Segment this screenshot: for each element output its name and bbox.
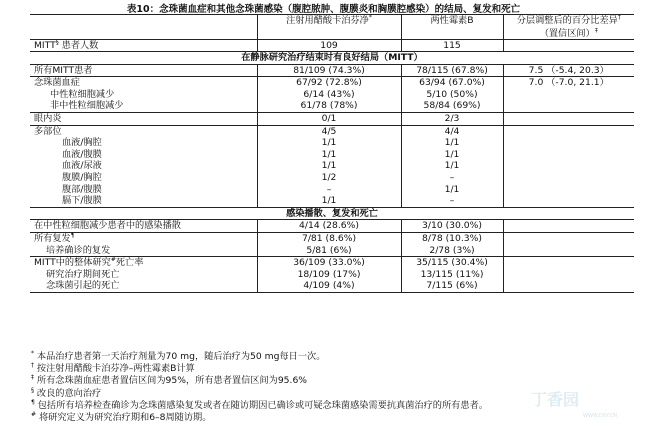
- results-table: [30, 14, 634, 293]
- cell-amphotericin: 1/1: [401, 160, 503, 172]
- table-row: [30, 184, 634, 196]
- table-row: [30, 195, 634, 207]
- cell-amphotericin: 13/115 (11%): [401, 269, 503, 281]
- table-row: [30, 280, 634, 292]
- cell-caspofungin: 4/14 (28.6%): [257, 220, 401, 233]
- cell-amphotericin: 1/1: [401, 184, 503, 196]
- cell-caspofungin: 81/109 (74.3%): [257, 64, 401, 77]
- table-row: [30, 77, 634, 89]
- cell-caspofungin: 6/14 (43%): [257, 89, 401, 101]
- cell-amphotericin: 2/3: [401, 113, 503, 126]
- row-label: 在中性粒细胞减少患者中的感染播散: [30, 220, 257, 233]
- cell-amphotericin: 78/115 (67.8%): [401, 64, 503, 77]
- cell-caspofungin: 109: [257, 39, 401, 52]
- table-row: [30, 160, 634, 172]
- footnote: † 按注射用醋酸卡泊芬净–两性霉素B计算: [31, 362, 195, 375]
- cell-amphotericin: 8/78 (10.3%): [401, 233, 503, 245]
- row-label: 培养确诊的复发: [30, 245, 257, 257]
- cell-amphotericin: 7/115 (6%): [401, 280, 503, 292]
- header-caspofungin: 注射用醋酸卡泊芬净*: [257, 15, 401, 28]
- cell-caspofungin: 1/1: [257, 137, 401, 149]
- cell-amphotericin: 2/78 (3%): [401, 245, 503, 257]
- header-row-2: [30, 28, 634, 40]
- cell-amphotericin: 35/115 (30.4%): [401, 257, 503, 269]
- row-label: MITT§ 患者人数: [30, 39, 257, 52]
- cell-caspofungin: 5/81 (6%): [257, 245, 401, 257]
- cell-amphotericin: –: [401, 195, 503, 207]
- cell-caspofungin: 4/109 (4%): [257, 280, 401, 292]
- cell-difference: [503, 195, 634, 207]
- cell-amphotericin: 4/4: [401, 125, 503, 137]
- header-difference: 分层调整后的百分比差异†: [503, 15, 634, 28]
- cell-difference: [503, 125, 634, 137]
- table-row: [30, 113, 634, 126]
- table-row: [30, 137, 634, 149]
- cell-difference: [503, 245, 634, 257]
- section-header: [30, 207, 634, 220]
- table-row: [30, 100, 634, 112]
- cell-difference: [503, 269, 634, 281]
- cell-difference: [503, 89, 634, 101]
- cell-difference: [503, 220, 634, 233]
- table-row: [30, 172, 634, 184]
- cell-caspofungin: 0/1: [257, 113, 401, 126]
- cell-amphotericin: 3/10 (30.0%): [401, 220, 503, 233]
- cell-caspofungin: 36/109 (33.0%): [257, 257, 401, 269]
- section-header: [30, 52, 634, 65]
- table-row: [30, 245, 634, 257]
- cell-amphotericin: –: [401, 172, 503, 184]
- section-title: 在静脉研究治疗结束时有良好结局（MITT）: [30, 52, 634, 65]
- row-label: 中性粒细胞减少: [30, 89, 257, 101]
- cell-difference: [503, 137, 634, 149]
- row-label: MITT中的整体研究#死亡率: [30, 257, 257, 269]
- cell-difference: [503, 100, 634, 112]
- cell-caspofungin: 1/1: [257, 160, 401, 172]
- table-row: [30, 220, 634, 233]
- table-row: [30, 233, 634, 245]
- footnote: * 本品治疗患者第一天治疗剂量为70 mg，随后治疗为50 mg每日一次。: [31, 349, 326, 362]
- header-blank: [30, 15, 257, 28]
- table-title: 表10：念珠菌血症和其他念珠菌感染（腹腔脓肿、腹膜炎和胸膜腔感染）的结局、复发和死亡: [126, 4, 521, 15]
- cell-difference: [503, 257, 634, 269]
- cell-amphotericin: 115: [401, 39, 503, 52]
- cell-difference: 7.5 （-5.4, 20.3）: [503, 64, 634, 77]
- header-ci: （置信区间）‡: [539, 27, 598, 39]
- section-title: 感染播散、复发和死亡: [30, 207, 634, 220]
- cell-amphotericin: 1/1: [401, 137, 503, 149]
- row-label: 血液/胸腔: [30, 137, 257, 149]
- cell-amphotericin: 1/1: [401, 149, 503, 161]
- cell-difference: [503, 149, 634, 161]
- cell-caspofungin: 1/1: [257, 195, 401, 207]
- row-label: 腹部/腹膜: [30, 184, 257, 196]
- row-label: 念珠菌血症: [30, 77, 257, 89]
- cell-caspofungin: 61/78 (78%): [257, 100, 401, 112]
- row-label: 非中性粒细胞减少: [30, 100, 257, 112]
- row-label: 眼内炎: [30, 113, 257, 126]
- table-row: [30, 64, 634, 77]
- cell-difference: [503, 233, 634, 245]
- cell-amphotericin: 63/94 (67.0%): [401, 77, 503, 89]
- cell-caspofungin: 18/109 (17%): [257, 269, 401, 281]
- table-row: [30, 269, 634, 281]
- cell-caspofungin: –: [257, 184, 401, 196]
- footnote: ‡ 所有念珠菌血症患者置信区间为95%，所有患者置信区间为95.6%: [31, 374, 308, 387]
- cell-difference: [503, 160, 634, 172]
- row-label: 研究治疗期间死亡: [30, 269, 257, 281]
- row-label: 腹膜/胸腔: [30, 172, 257, 184]
- footnote: § 改良的意向治疗: [31, 386, 102, 399]
- mitt-count-row: [30, 39, 634, 52]
- row-label: 血液/腹膜: [30, 149, 257, 161]
- cell-amphotericin: 58/84 (69%): [401, 100, 503, 112]
- table-row: [30, 125, 634, 137]
- table-row: [30, 149, 634, 161]
- row-label: 所有MITT患者: [30, 64, 257, 77]
- cell-difference: 7.0 （-7.0, 21.1）: [503, 77, 634, 89]
- cell-difference: [503, 280, 634, 292]
- cell-difference: [503, 172, 634, 184]
- footnote: # 将研究定义为研究治疗期和6–8周随访期。: [31, 410, 212, 423]
- cell-amphotericin: 5/10 (50%): [401, 89, 503, 101]
- cell-caspofungin: 1/1: [257, 149, 401, 161]
- cell-difference: [503, 184, 634, 196]
- row-label: 念珠菌引起的死亡: [30, 280, 257, 292]
- row-label: 膈下/腹膜: [30, 195, 257, 207]
- watermark-url: WWW.DXY.CN: [583, 413, 617, 419]
- header-amphotericin: 两性霉素B: [401, 15, 503, 28]
- table-row: [30, 89, 634, 101]
- cell-difference: [503, 113, 634, 126]
- watermark-logo: 丁香园: [531, 390, 580, 409]
- row-label: 所有复发¶: [30, 233, 257, 245]
- cell-caspofungin: 7/81 (8.6%): [257, 233, 401, 245]
- table-row: [30, 257, 634, 269]
- cell-caspofungin: 4/5: [257, 125, 401, 137]
- header-row: [30, 15, 634, 28]
- row-label: 血液/尿液: [30, 160, 257, 172]
- footnote: ¶ 包括所有培养检查确诊为念珠菌感染复发或者在随访期因已确诊或可疑念珠菌感染需要抗真菌治疗的所有患者。: [31, 398, 488, 411]
- cell-caspofungin: 67/92 (72.8%): [257, 77, 401, 89]
- row-label: 多部位: [30, 125, 257, 137]
- cell-caspofungin: 1/2: [257, 172, 401, 184]
